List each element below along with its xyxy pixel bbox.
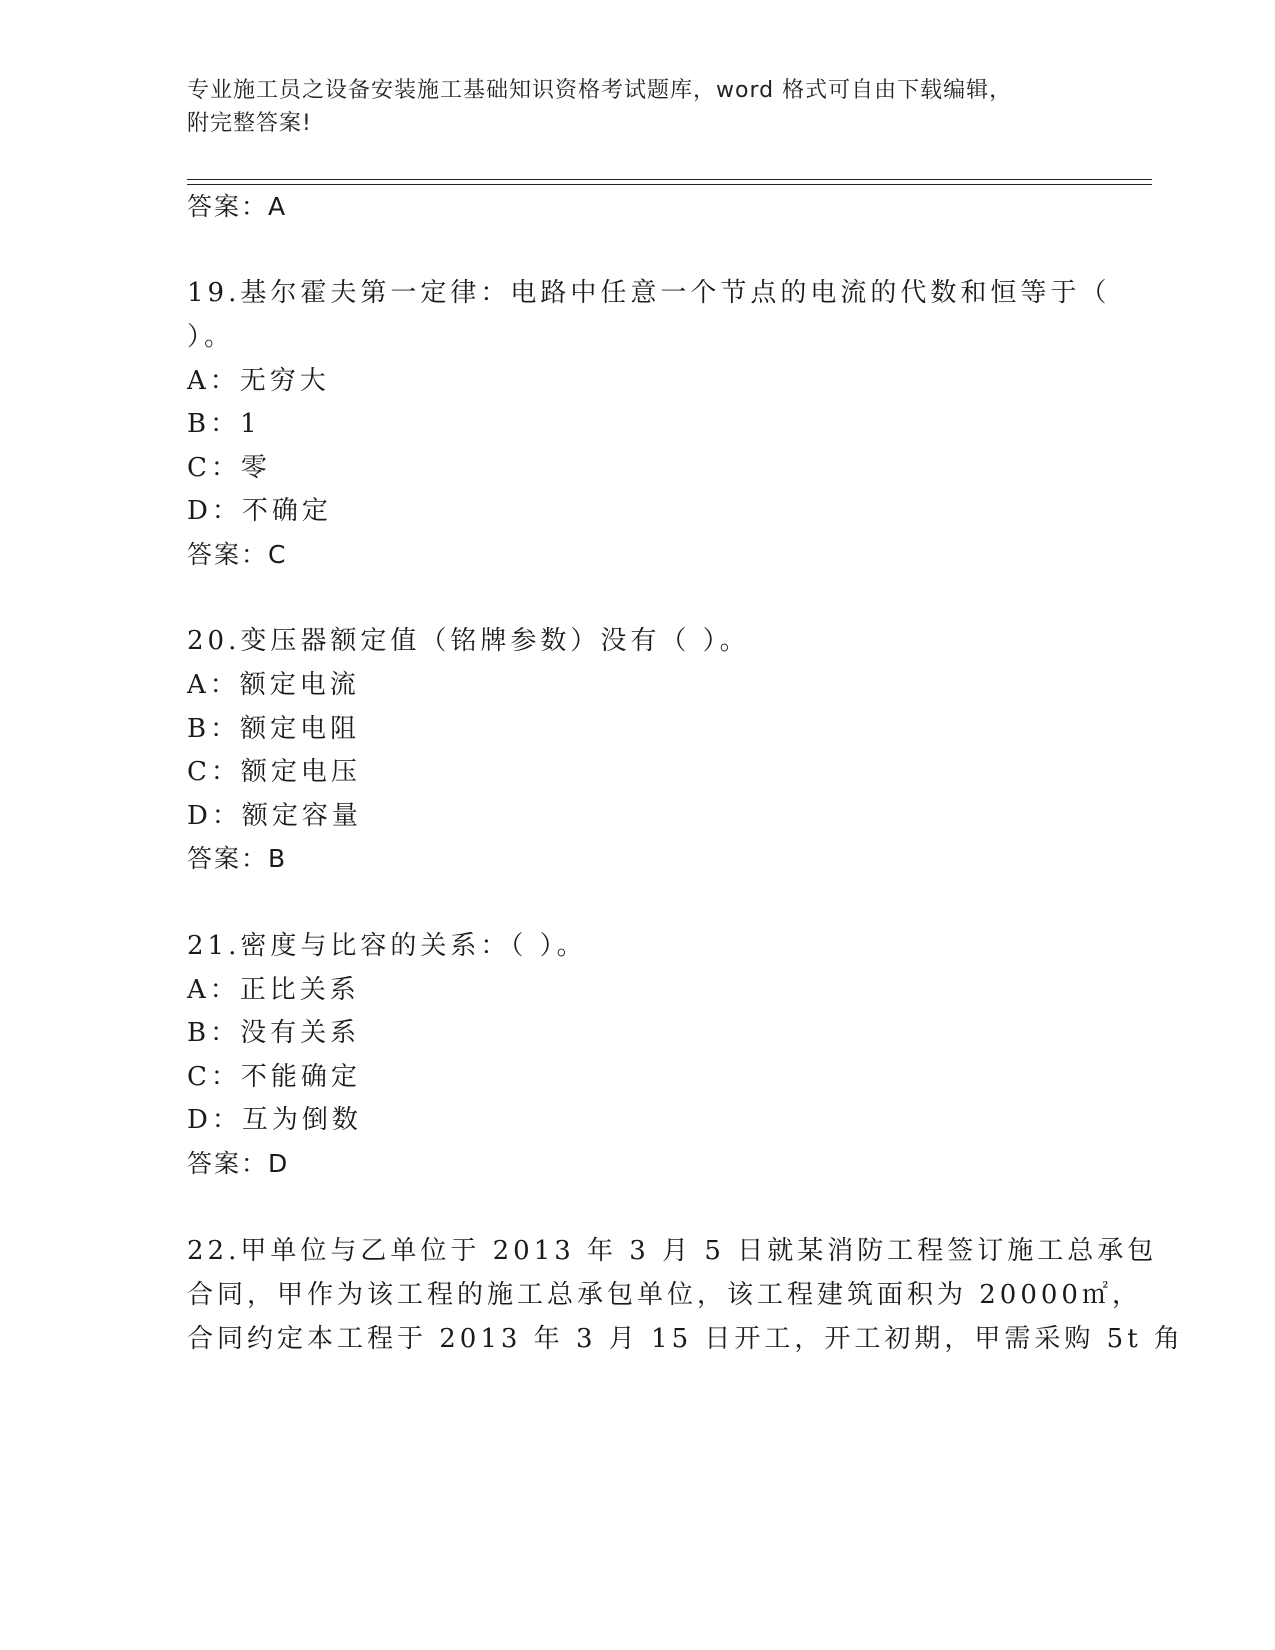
question-22-stem-line-2: 合同，甲作为该工程的施工总承包单位，该工程建筑面积为 20000㎡， [187,1280,1142,1310]
header-divider-top [187,179,1152,180]
question-21-answer: 答案：D [187,1149,290,1178]
document-header [187,74,1067,140]
question-19-option-c: C：零 [187,453,271,483]
header-divider-bottom [187,184,1152,185]
question-19-option-a: A：无穷大 [187,366,330,396]
question-21-option-d: D：互为倒数 [187,1105,362,1135]
question-20-option-a: A：额定电流 [187,670,360,700]
question-20-option-b: B：额定电阻 [187,714,361,744]
question-19-answer: 答案：C [187,540,288,569]
header-line-1: 专业施工员之设备安装施工基础知识资格考试题库，word 格式可自由下载编辑， [187,78,1013,103]
previous-answer: 答案：A [187,192,288,221]
header-line-2: 附完整答案! [187,111,312,136]
question-20-option-d: D：额定容量 [187,801,362,831]
question-20-option-c: C：额定电压 [187,757,361,787]
question-22-stem-line-1: 22.甲单位与乙单位于 2013 年 3 月 5 日就某消防工程签订施工总承包 [187,1236,1158,1266]
question-21-option-b: B：没有关系 [187,1018,361,1048]
question-21-option-c: C：不能确定 [187,1062,361,1092]
question-21-option-a: A：正比关系 [187,975,360,1005]
question-21-stem-line-1: 21.密度与比容的关系：（ ）。 [187,931,587,961]
question-19-option-d: D：不确定 [187,496,332,526]
question-22-stem-line-3: 合同约定本工程于 2013 年 3 月 15 日开工，开工初期，甲需采购 5t 角 [187,1324,1184,1354]
question-19-option-b: B：1 [187,409,261,439]
question-19-stem-line-1: 19.基尔霍夫第一定律：电路中任意一个节点的电流的代数和恒等于（ [187,278,1111,308]
question-20-stem-line-1: 20.变压器额定值（铭牌参数）没有（ ）。 [187,626,750,656]
question-20-answer: 答案：B [187,844,288,873]
question-19-stem-line-2: ）。 [187,322,235,352]
